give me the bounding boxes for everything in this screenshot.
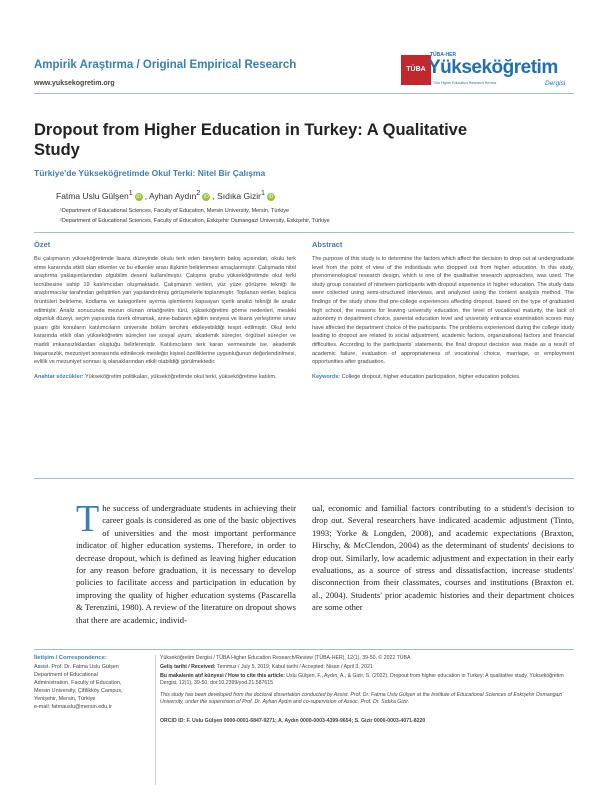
author-name: Sıdıka Gizir xyxy=(217,190,261,201)
how-to-cite-text: Uslu Gülşen, F., Aydın, A., & Gizir, S. (2022). Dropout from higher education in Turkey: A qualitative study. Yükseköğretim Dergisi, 12(1), 39-50. doi:10.2399/yod.21.587615 xyxy=(160,673,564,687)
correspondence-details xyxy=(34,663,150,711)
orcid-icon[interactable]: iD xyxy=(203,193,209,200)
section-label-en: Original Empirical Research xyxy=(142,59,297,71)
orcid-line: ORCID ID: F. Uslu Gülşen 0000-0001-6847-9271; A. Aydın 0000-0003-4399-9654; S. Gizir 0000-0003-4071-8220 xyxy=(160,718,426,724)
journal-logo: Yükseköğretim xyxy=(428,57,558,78)
correspondence-email[interactable]: e-mail: fatmauslu@mersin.edu.tr xyxy=(34,704,112,710)
author-name: Fatma Uslu Gülşen xyxy=(56,190,129,201)
abstract-section xyxy=(312,240,574,381)
abstract-bottom-divider xyxy=(34,478,574,479)
abstract-heading: Abstract xyxy=(312,240,343,249)
body-paragraph: he success of undergraduate students in achieving their career goals is considered as one of the basic objectives of universities and the most important performance indicator of higher education systems. Therefore, in order to decrease dropout, which is defined as leaving higher education for any reason before graduation, it is necessary to develop policies to facilitate access and participation in education by improving the quality of higher education systems (Pascarella & Terenzini, 1980). A review of the literature on dropout shows that there are academic, individ- xyxy=(76,503,296,625)
dissertation-note-text: This study has been developed from the doctoral dissertation conducted by Assist. Prof. Dr. Fatma Uslu Gülşen at the Institute of Educational Sciences of Eskişehir Osmangazi University, under the supervision of Prof. Dr. Ayhan Aydın and co-supervision of Assoc. Prof. Dr. Sıdıka Gizir. xyxy=(160,692,563,706)
author-name: Ayhan Aydın xyxy=(148,190,197,201)
footer-divider xyxy=(34,649,574,650)
correspondence-line: Administration, Faculty of Education, xyxy=(34,680,122,686)
how-to-cite xyxy=(160,673,580,688)
author-list: Fatma Uslu Gülşen$^1$ iD , Ayhan Aydın$^2$ iD , Sıdıka Gizir$^1$ iD xyxy=(56,189,274,201)
tuba-logo: TÜBA xyxy=(401,55,431,85)
ozet-keywords-label: Anahtar sözcükler: xyxy=(34,373,84,380)
body-column-2: ual, economic and familial factors contributing to a student's decision to drop out. Several researchers have indicated academic adjustment (Tinto, 1993; Yorke & Longden, 2008), and academic expectations (Braxton, Hirschy, & McClendon, 2004) as the determinant of students' decisions to drop out. Similarly, low academic adjustment and expectation in their early evaluations, as a source of stress and dissatisfaction, increase students' disconnection from their classmates, courses and institutions (Braxton et. al., 2004). Students' prior academic histories and their department choices are some other xyxy=(312,503,574,613)
journal-url[interactable]: www.yuksekogretim.org xyxy=(34,80,115,87)
affiliation-2: ²Department of Educational Sciences, Faculty of Education, Eskişehir Osmangazi University, Eskişehir, Türkiye xyxy=(60,218,330,224)
logo-dergisi: Dergisi xyxy=(545,80,566,87)
section-label-tr: Ampirik Araştırma xyxy=(34,59,134,71)
logo-subtitle: Türk Higher Education Research Review xyxy=(433,81,497,85)
header-divider xyxy=(34,93,574,94)
how-to-cite-label: Bu makalenin atıf künyesi / How to cite this article: xyxy=(160,673,285,679)
ozet-keywords-text: Yükseköğretim politikaları, yükseköğretimde okul terki, yükseköğretime katılım. xyxy=(84,373,277,380)
abstract-text: The purpose of this study is to determine the factors which affect the decision to drop out at undergraduate level from the point of view of the individuals who dropped out from higher education. In this study, phenomenological research design, which is one of the qualitative research approaches, was used. The study group consisted of nineteen participants with dropout experience in higher education. The study data were collected using semi-structured interviews, and analyzed using the content analysis method. The findings of the study show that pre-college experiences affecting dropout, based on the type of graduated high school, the reasons for leaving university education, the level of vocational maturity, the lack of autonomy in department choice, parental education level and university entrance examination scores may have affected the department choice of the participants. The problems experienced during the college study leading to dropout are related to social adjustment, academic factors, organizational factors and financial difficulties. According to the participants' statements, the final dropout decision was made as a result of academic failure, evaluation of appropriateness of vocational choice, marriage, or employment opportunities after graduation. xyxy=(312,256,574,366)
drop-cap: T xyxy=(76,498,100,540)
dates-label: Geliş tarihi / Received: xyxy=(160,664,216,670)
section-label-separator: / xyxy=(133,59,143,71)
dissertation-note xyxy=(160,692,580,707)
abstract-top-divider xyxy=(34,232,574,233)
journal-citation: Yükseköğretim Dergisi / TÜBA Higher Education Research/Review (TÜBA-HER), 12(1), 39-50. © 2022 TÜBA xyxy=(160,655,411,661)
article-subtitle: Türkiye'de Yükseköğretimde Okul Terki: Nitel Bir Çalışma xyxy=(34,168,266,178)
abstract-keywords-label: Keywords: xyxy=(312,373,341,380)
section-label xyxy=(34,59,296,71)
article-title: Dropout from Higher Education in Turkey: A Qualitative Study xyxy=(34,121,468,159)
correspondence-line: Mersin University, Çiftlikköy Campus, xyxy=(34,688,123,694)
orcid-icon[interactable]: iD xyxy=(268,193,274,200)
footer-vertical-divider xyxy=(155,655,156,785)
correspondence-line: Assist. Prof. Dr. Fatma Uslu Gülşen xyxy=(34,664,119,670)
author-affiliation-number: 1 xyxy=(261,189,265,197)
logo-tuba-her: TÜBA-HER xyxy=(430,52,457,58)
affiliation-1: ¹Department of Educational Sciences, Faculty of Education, Mersin University, Mersin, Türkiye xyxy=(60,208,290,214)
ozet-text: Bu çalışmanın yükseköğretimde lisans düzeyinde okulu terk eden bireylerin bakış açısından, okulu terk etme kararında etkili olan etkenler ve bu etkenler arası ilişkinin belirlenmesi amaçlanmıştır. Çalışmada nitel araştırma yaklaşımlarından olgubilim deseni kullanılmıştır. Çalışma grubu yükseköğretimde okul terki tecrübesine sahip 19 katılımcıdan oluşmaktadır. Çalışmanın verileri, yüz yüze görüşme tekniği ile araştırmacılar tarafından geliştirilen yarı yapılandırılmış görüşmelerle toplanmıştır. Toplanan veriler, başlıca örüntüleri belirleme, kodlama ve kategorilere ayırma işlemlerini kapsayan içerik analizi tekniği ile analiz edilmiştir. Analiz sonucunda mezun olunan ortaöğretim türü, yükseköğretimi görme nedenleri, mesleki olgunluk düzeyi, seçim yapısında özerk olmamak, anne-babanın eğitim seviyesi ve lisans yerleştirme sınav puanı gibi konuların katılımcıların üniversite bölüm tercihini etkileyebildiği tespit edilmiştir. Okul terki kararında etkili olan yükseköğretim süreçleri ise sosyal uyum, akademik süreçler, örgütsel süreçler ve maddi imkansızlıklardan oluştuğu belirlenmiştir. Katılımcıların terk kararı vermesinde ise, akademik başarısızlık, mezuniyet sonrasında edinilecek mesleğin kişisel özelliklerine uygunluğunun değerlendirilmesi, evlilik ve mezuniyet sonrası iş olanaklarından etkili olabildiği görülmektedir. xyxy=(34,256,296,366)
body-column-1 xyxy=(76,498,296,626)
correspondence-box xyxy=(34,655,150,783)
dates-value: Temmuz / July 5, 2019; Kabul tarihi / Accepted: Nisan / April 3, 2021 xyxy=(217,664,373,670)
author-affiliation-number: 1 xyxy=(128,189,133,197)
ozet-keywords xyxy=(34,373,296,382)
orcid-icon[interactable]: iD xyxy=(136,193,142,200)
correspondence-line: Yenişehir, Mersin, Türkiye xyxy=(34,696,96,702)
ozet-section xyxy=(34,240,296,381)
correspondence-line: Department of Educational xyxy=(34,672,98,678)
correspondence-heading: İletişim / Correspondence: xyxy=(34,655,107,661)
dates-line xyxy=(160,664,580,671)
abstract-keywords-text: College dropout, higher education participation, higher education policies. xyxy=(341,373,521,380)
author-affiliation-number: 2 xyxy=(196,189,201,197)
abstract-keywords xyxy=(312,373,574,382)
ozet-heading: Özet xyxy=(34,240,51,249)
